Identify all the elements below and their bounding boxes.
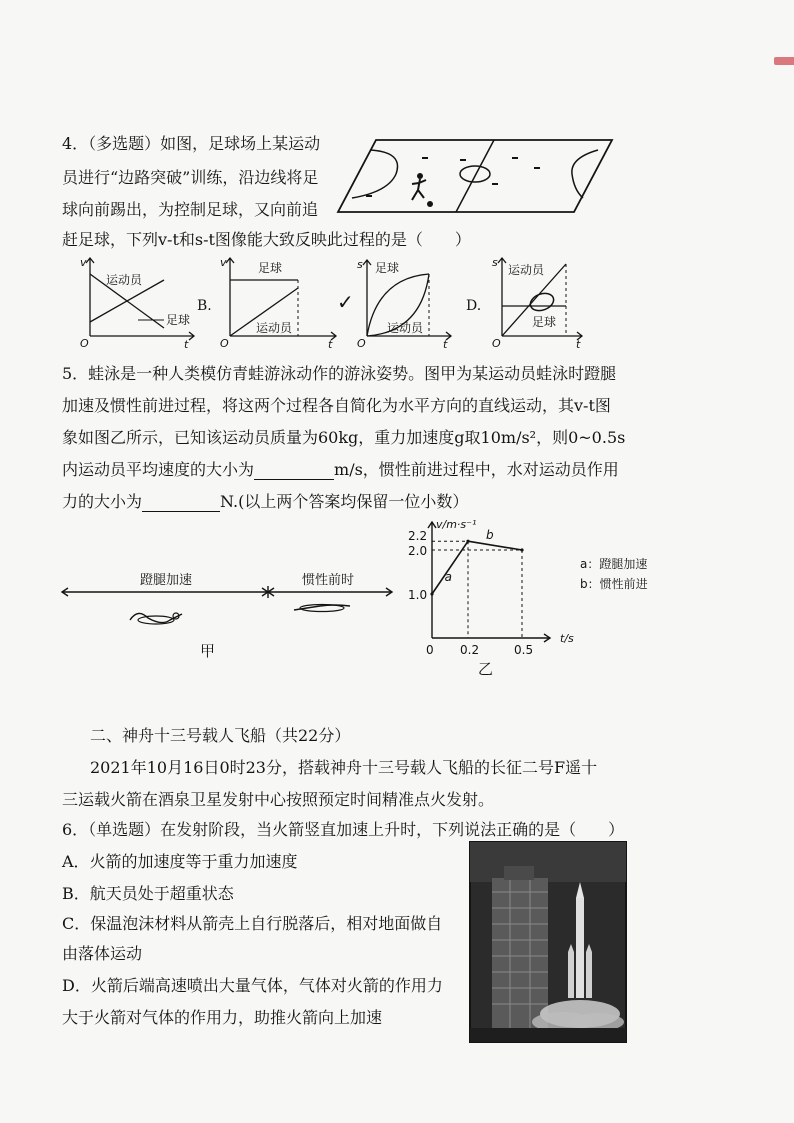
q4-line3: 球向前踢出，为控制足球，又向前追 xyxy=(62,200,319,219)
graph-b-label-athlete: 运动员 xyxy=(256,321,293,335)
graph-c-label-athlete: 运动员 xyxy=(387,321,424,335)
vt-segment-1 xyxy=(432,541,468,594)
answer-blank-force[interactable] xyxy=(142,495,220,512)
q5-line4-suffix: m/s，惯性前进过程中，水对运动员作用 xyxy=(334,460,619,479)
answer-blank-speed[interactable] xyxy=(254,463,334,480)
q6-option-b[interactable]: B．航天员处于超重状态 xyxy=(62,884,234,903)
q6-option-a[interactable]: A．火箭的加速度等于重力加速度 xyxy=(62,852,298,871)
graph-b-label-ball: 足球 xyxy=(258,261,283,275)
q4-graph-b xyxy=(218,254,340,351)
section2-para2: 三运载火箭在酒泉卫星发射中心按照预定时间精准点火发射。 xyxy=(62,790,495,809)
graph-a-label-athlete: 运动员 xyxy=(106,273,143,287)
graph-a-label-ball: 足球 xyxy=(166,313,191,327)
graph-a-axis-x: t xyxy=(184,338,189,351)
vt-origin-label: 0 xyxy=(426,643,434,657)
vt-x-axis-label: t/s xyxy=(560,632,574,645)
vt-point-3 xyxy=(520,548,523,551)
q4-graph-c xyxy=(355,256,455,351)
q4-graph-a xyxy=(78,252,198,351)
graph-d-letter: D. xyxy=(466,298,482,314)
graph-d-axis-y: s xyxy=(492,256,498,269)
graph-d-label-athlete: 运动员 xyxy=(508,263,545,277)
q5-line3: 象如图乙所示，已知该运动员质量为60kg，重力加速度g取10m/s²，则0~0.5s xyxy=(62,428,626,447)
figure-jia-caption: 甲 xyxy=(200,642,216,660)
graph-b-axis-y: v xyxy=(220,256,227,269)
q5-line5 xyxy=(62,492,468,512)
vt-y-tick-1: 1.0 xyxy=(408,588,428,602)
vt-y-tick-2: 2.0 xyxy=(408,544,428,558)
vt-point-1 xyxy=(430,592,433,595)
vt-x-tick-1: 0.2 xyxy=(460,643,480,657)
q6-option-d-line2: 大于火箭对气体的作用力，助推火箭向上加速 xyxy=(62,1008,383,1027)
graph-c-axis-x: t xyxy=(443,338,448,351)
q5-line2: 加速及惯性前进过程，将这两个过程各自简化为水平方向的直线运动，其v-t图 xyxy=(62,396,611,415)
graph-c-label-ball: 足球 xyxy=(375,261,400,275)
q6-option-c-line1[interactable]: C．保温泡沫材料从箭壳上自行脱落后，相对地面做自 xyxy=(62,914,443,933)
figure-yi-vt-chart xyxy=(400,512,648,680)
graph-c-axis-y: s xyxy=(357,258,363,271)
q6-option-d-line1[interactable]: D．火箭后端高速喷出大量气体，气体对火箭的作用力 xyxy=(62,976,443,995)
q4-line4: 赶足球，下列v-t和s-t图像能大致反映此过程的是（ ） xyxy=(62,230,471,249)
q6-stem: 6．（单选题）在发射阶段，当火箭竖直加速上升时，下列说法正确的是（ ） xyxy=(62,820,625,839)
q6-option-c-line2: 由落体运动 xyxy=(62,944,143,963)
figure-yi-caption: 乙 xyxy=(478,660,494,678)
vt-x-tick-2: 0.5 xyxy=(514,643,534,657)
graph-a-axis-y: v xyxy=(80,256,87,269)
football-field-figure xyxy=(336,136,616,216)
q5-line4-prefix: 内运动员平均速度的大小为 xyxy=(62,460,255,479)
graph-d-origin: O xyxy=(492,337,501,350)
graph-b-axis-x: t xyxy=(328,338,333,351)
graph-c-origin: O xyxy=(357,337,366,350)
q4-line1: 4．（多选题）如图，足球场上某运动 xyxy=(62,134,321,153)
vt-point-2 xyxy=(466,540,469,543)
figure-jia-stage-kick: 蹬腿加速 xyxy=(140,573,193,588)
graph-b-origin: O xyxy=(220,337,229,350)
figure-jia-stage-glide: 惯性前时 xyxy=(302,573,355,588)
q5-line5-suffix: N.(以上两个答案均保留一位小数） xyxy=(220,492,469,511)
graph-d-label-ball: 足球 xyxy=(532,315,557,329)
q5-line1: 5．蛙泳是一种人类模仿青蛙游泳动作的游泳姿势。图甲为某运动员蛙泳时蹬腿 xyxy=(62,364,617,383)
vt-y-tick-3: 2.2 xyxy=(408,529,428,544)
q5-line4 xyxy=(62,460,619,480)
vt-segment-label-b: b xyxy=(486,528,494,542)
graph-c-check-mark: ✓ xyxy=(337,290,354,314)
graph-b-letter: B. xyxy=(197,298,212,314)
vt-legend-b: b：惯性前进 xyxy=(580,577,648,591)
graph-a-origin: O xyxy=(80,337,89,350)
vt-y-axis-label: v/m·s⁻¹ xyxy=(436,518,477,531)
q4-graph-d xyxy=(490,254,586,351)
vt-legend-a: a：蹬腿加速 xyxy=(580,557,648,571)
section2-heading: 二、神舟十三号载人飞船（共22分） xyxy=(90,726,351,745)
vt-segment-2 xyxy=(468,541,522,550)
q5-line5-prefix: 力的大小为 xyxy=(62,492,143,511)
section2-para1: 2021年10月16日0时23分，搭载神舟十三号载人飞船的长征二号F遥十 xyxy=(90,758,598,777)
figure-jia-swimming-stages xyxy=(58,568,398,664)
vt-segment-label-a: a xyxy=(444,569,452,584)
page-corner-mark xyxy=(774,57,794,65)
q4-line2: 员进行“边路突破”训练，沿边线将足 xyxy=(62,168,319,187)
graph-d-axis-x: t xyxy=(576,338,581,351)
rocket-launch-photo xyxy=(470,842,626,1042)
